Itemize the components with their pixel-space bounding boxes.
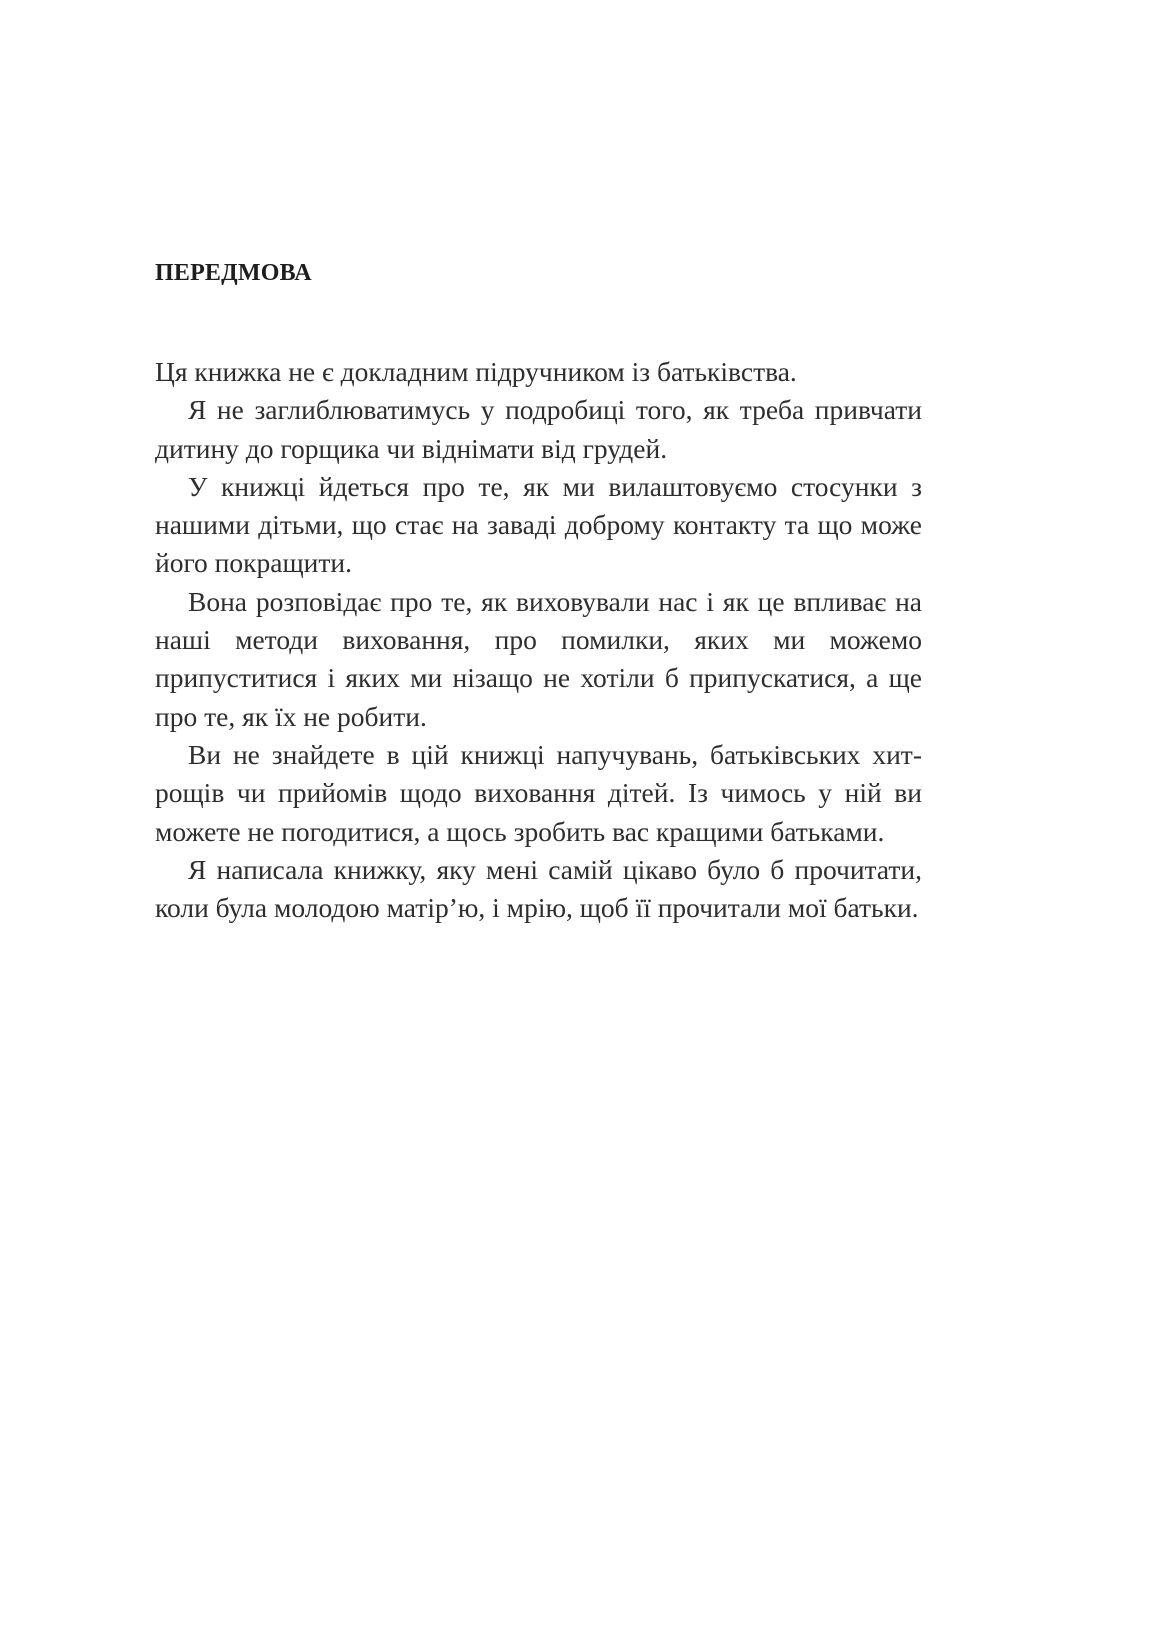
paragraph-2: Я не заглиблюватимусь у подробиці того, як треба привчати дитину до горщика чи віднімати від грудей.	[155, 394, 922, 464]
paragraph-3: У книжці йдеться про те, як ми вилаштовуємо стосунки з нашими дітьми, що стає на заваді доброму контакту та що може його покращити.	[155, 470, 922, 579]
paragraph-5: Ви не знайдете в цій книжці напучувань, батьківських хитрощів чи прийомів щодо виховання дітей. Із чимось у ній ви можете не погодитися, а щось зробить вас кращими батьками.	[155, 738, 922, 847]
paragraph-1: Ця книжка не є докладним підручником із батьківства.	[155, 356, 797, 387]
paragraph-6: Я написала книжку, яку мені самій цікаво було б прочитати, коли була молодою матір’ю, і мрію, щоб її прочитали мої батьки.	[155, 853, 922, 924]
preface-text	[155, 353, 922, 927]
paragraph-4: Вона розповідає про те, як виховували нас і як це впливає на наші методи виховання, про помилки, яких ми можемо припуститися і яких ми нізащо не хотіли б припускатися, а ще про те, як їх не робити.	[155, 585, 922, 732]
page-title: ПЕРЕДМОВА	[155, 260, 312, 286]
